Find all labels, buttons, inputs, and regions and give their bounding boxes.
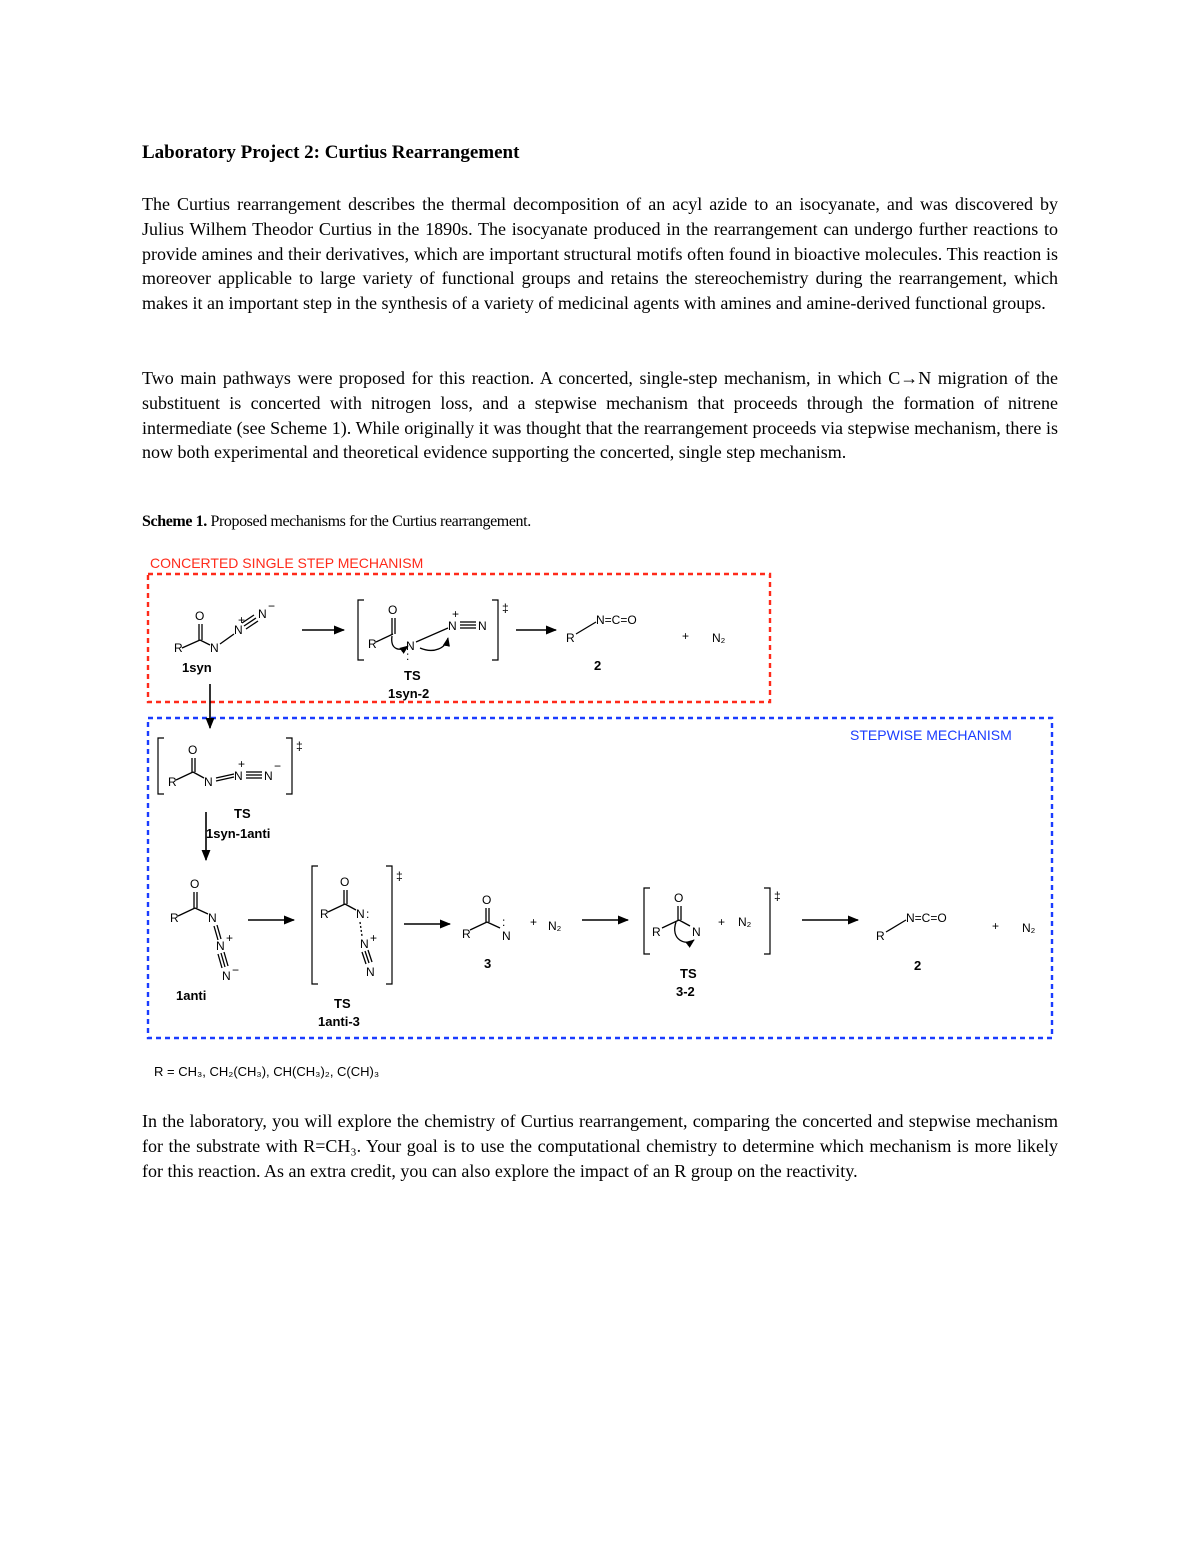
svg-text:1syn: 1syn (182, 660, 212, 675)
svg-text:TS: TS (334, 996, 351, 1011)
mechanism-paragraph: Two main pathways were proposed for this reaction. A concerted, single-step mechanism, in which C→N migration of the substituent is concerted with nitrogen loss, and a stepwise mechanism that proceeds through the formation of nitrene intermediate (see Scheme 1). While originally it was thought that the rearrangement proceeds via stepwise mechanism, there is now both experimental and theoretical evidence supporting the concerted, single step mechanism. (142, 368, 1058, 463)
svg-text:N=C=O: N=C=O (906, 911, 947, 925)
compound-2-concerted (566, 613, 726, 673)
svg-text:N₂: N₂ (1022, 921, 1036, 935)
svg-text:R: R (170, 911, 179, 925)
svg-text:+: + (452, 607, 460, 621)
svg-text::: : (366, 907, 370, 921)
svg-text:O: O (482, 893, 492, 907)
svg-text:R: R (566, 631, 575, 645)
ts-1syn-2 (358, 600, 509, 701)
svg-text:N: N (258, 607, 267, 621)
svg-text:‡: ‡ (396, 869, 403, 883)
svg-text:+: + (682, 629, 690, 643)
compound-1syn (174, 599, 275, 675)
scheme-caption-bold: Scheme 1. (142, 513, 207, 530)
svg-text:R: R (652, 925, 661, 939)
svg-text:N: N (208, 911, 217, 925)
compound-3 (462, 893, 562, 971)
svg-text:R: R (876, 929, 885, 943)
svg-text::: : (406, 649, 410, 663)
svg-text:N₂: N₂ (712, 631, 726, 645)
intro-paragraph: The Curtius rearrangement describes the thermal decomposition of an acyl azide to an isocyanate, and was discovered by Julius Wilhem Theodor Curtius in the 1890s. The isocyanate produced in the rearrangement can undergo further reactions to provide amines and their derivatives, which are important structural motifs often found in bioactive molecules. This reaction is moreover applicable to large variety of functional groups and retains the stereochemistry during the rearrangement, which makes it an important step in the synthesis of a variety of medicinal agents with amines and amine-derived functional groups. (142, 194, 1058, 314)
svg-text::: : (502, 915, 506, 929)
svg-text:2: 2 (914, 958, 922, 973)
svg-text:N: N (222, 969, 231, 983)
svg-text:−: − (232, 963, 240, 977)
svg-text:3-2: 3-2 (676, 984, 695, 999)
stepwise-label: STEPWISE MECHANISM (850, 727, 1012, 743)
svg-text:R: R (320, 907, 329, 921)
svg-text:N: N (692, 925, 701, 939)
scheme-caption (142, 513, 531, 531)
svg-text:O: O (190, 877, 200, 891)
svg-text:O: O (674, 891, 684, 905)
ts-1anti-3 (312, 866, 403, 1029)
page-title: Laboratory Project 2: Curtius Rearrangement (142, 142, 520, 163)
ts-3-2 (644, 888, 781, 999)
svg-text:3: 3 (484, 956, 492, 971)
svg-text:−: − (274, 759, 282, 773)
concerted-label: CONCERTED SINGLE STEP MECHANISM (150, 555, 424, 571)
svg-text:‡: ‡ (774, 889, 781, 903)
scheme-caption-text: Proposed mechanisms for the Curtius rearrangement. (206, 513, 531, 530)
svg-text:N: N (356, 907, 365, 921)
svg-text:R: R (462, 927, 471, 941)
svg-text:N: N (216, 939, 225, 953)
svg-text:R: R (368, 637, 377, 651)
svg-text:1syn-1anti: 1syn-1anti (206, 826, 271, 841)
svg-text:N₂: N₂ (548, 919, 562, 933)
svg-text:N: N (478, 619, 487, 633)
svg-text:1syn-2: 1syn-2 (388, 686, 430, 701)
svg-text:N: N (448, 619, 457, 633)
svg-text:N: N (360, 937, 369, 951)
svg-text:N: N (210, 641, 219, 655)
svg-text:+: + (370, 931, 378, 945)
svg-text:O: O (388, 603, 398, 617)
stepwise-box (148, 718, 1052, 1038)
svg-text:N: N (502, 929, 511, 943)
svg-text:N=C=O: N=C=O (596, 613, 637, 627)
compound-1anti (170, 877, 239, 1003)
ts-1syn-1anti (158, 738, 303, 841)
svg-text:TS: TS (404, 668, 421, 683)
svg-text:+: + (238, 613, 246, 627)
svg-text:N: N (204, 775, 213, 789)
svg-text:‡: ‡ (296, 739, 303, 753)
svg-text:1anti: 1anti (176, 988, 207, 1003)
svg-text:‡: ‡ (502, 601, 509, 615)
svg-text:R: R (174, 641, 183, 655)
svg-text:O: O (340, 875, 350, 889)
svg-text:N: N (406, 639, 415, 653)
compound-2-stepwise (876, 911, 1036, 973)
r-group-list: R = CH₃, CH₂(CH₃), CH(CH₃)₂, C(CH)₃ (154, 1064, 380, 1079)
svg-text:1anti-3: 1anti-3 (318, 1014, 360, 1029)
svg-text:N: N (234, 769, 243, 783)
scheme-diagram (130, 548, 1070, 1088)
svg-text:R: R (168, 775, 177, 789)
svg-text:O: O (188, 743, 198, 757)
svg-text:+: + (530, 915, 538, 929)
concerted-box (148, 574, 770, 702)
svg-text:+: + (992, 919, 1000, 933)
svg-text:TS: TS (680, 966, 697, 981)
svg-text:−: − (268, 599, 276, 613)
svg-text:N₂: N₂ (738, 915, 752, 929)
svg-text:N: N (264, 769, 273, 783)
svg-text:+: + (718, 915, 726, 929)
svg-text:TS: TS (234, 806, 251, 821)
svg-text:+: + (226, 931, 234, 945)
svg-text:O: O (195, 609, 205, 623)
lab-paragraph: In the laboratory, you will explore the chemistry of Curtius rearrangement, comparing the concerted and stepwise mechanism for the substrate with R=CH₃. Your goal is to use the computational chemistry to determine which mechanism is more likely for this reaction. As an extra credit, you can also explore the impact of an R group on the reactivity. (142, 1111, 1058, 1181)
svg-text:N: N (234, 623, 243, 637)
svg-text:+: + (238, 757, 246, 771)
svg-text:2: 2 (594, 658, 602, 673)
svg-text:N: N (366, 965, 375, 979)
